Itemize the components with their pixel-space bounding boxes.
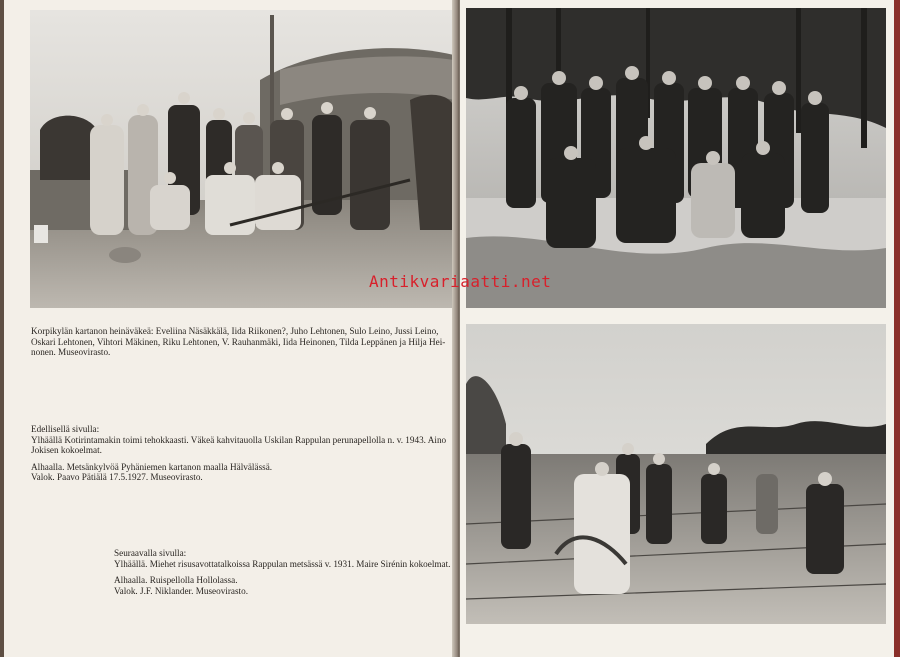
caption-line: Ylhäällä Kotirintamakin toimi tehokkaasti. Väkeä kahvitauolla Uskilan Rappulan perunapellolla n. v. 1943. Aino <box>31 434 447 445</box>
caption-line: Ylhäällä. Miehet risusavottatalkoissa Rappulan metsässä v. 1931. Maire Sirénin kokoelmat. <box>114 558 451 569</box>
left-page <box>4 0 456 657</box>
caption-line: Korpikylän kartanon heinäväkeä: Eveliina Näsäkkälä, Iida Riikonen?, Juho Lehtonen, Sulo Leino, Jussi Leino, <box>31 326 439 336</box>
rye-field-photo <box>466 324 886 624</box>
caption-line: nonen. Museovirasto. <box>31 347 111 358</box>
hay-crew-photo <box>30 10 454 308</box>
previous-page-caption <box>31 424 455 483</box>
watermark-text: Antikvariaatti.net <box>369 272 552 291</box>
caption-line: Alhaalla. Metsänkylvöä Pyhäniemen kartanon maalla Hälvälässä. <box>31 461 273 472</box>
previous-page-heading: Edellisellä sivulla: <box>31 424 100 434</box>
next-page-caption <box>114 548 454 596</box>
right-page <box>460 0 900 657</box>
main-caption <box>31 326 455 358</box>
next-page-heading: Seuraavalla sivulla: <box>114 548 187 558</box>
caption-line: Valok. J.F. Niklander. Museovirasto. <box>114 585 249 596</box>
book-edge <box>894 0 900 657</box>
caption-line: Alhaalla. Ruispellolla Hollolassa. <box>114 575 238 586</box>
caption-line: Oskari Lehtonen, Vihtori Mäkinen, Riku Lehtonen, V. Rauhanmäki, Iida Heinonen, Tilda Leppänen ja Hilja Hei- <box>31 336 446 347</box>
caption-line: Valok. Paavo Pätiälä 17.5.1927. Museovirasto. <box>31 472 203 483</box>
forest-workers-photo <box>466 8 886 308</box>
caption-line: Jokisen kokoelmat. <box>31 445 102 456</box>
